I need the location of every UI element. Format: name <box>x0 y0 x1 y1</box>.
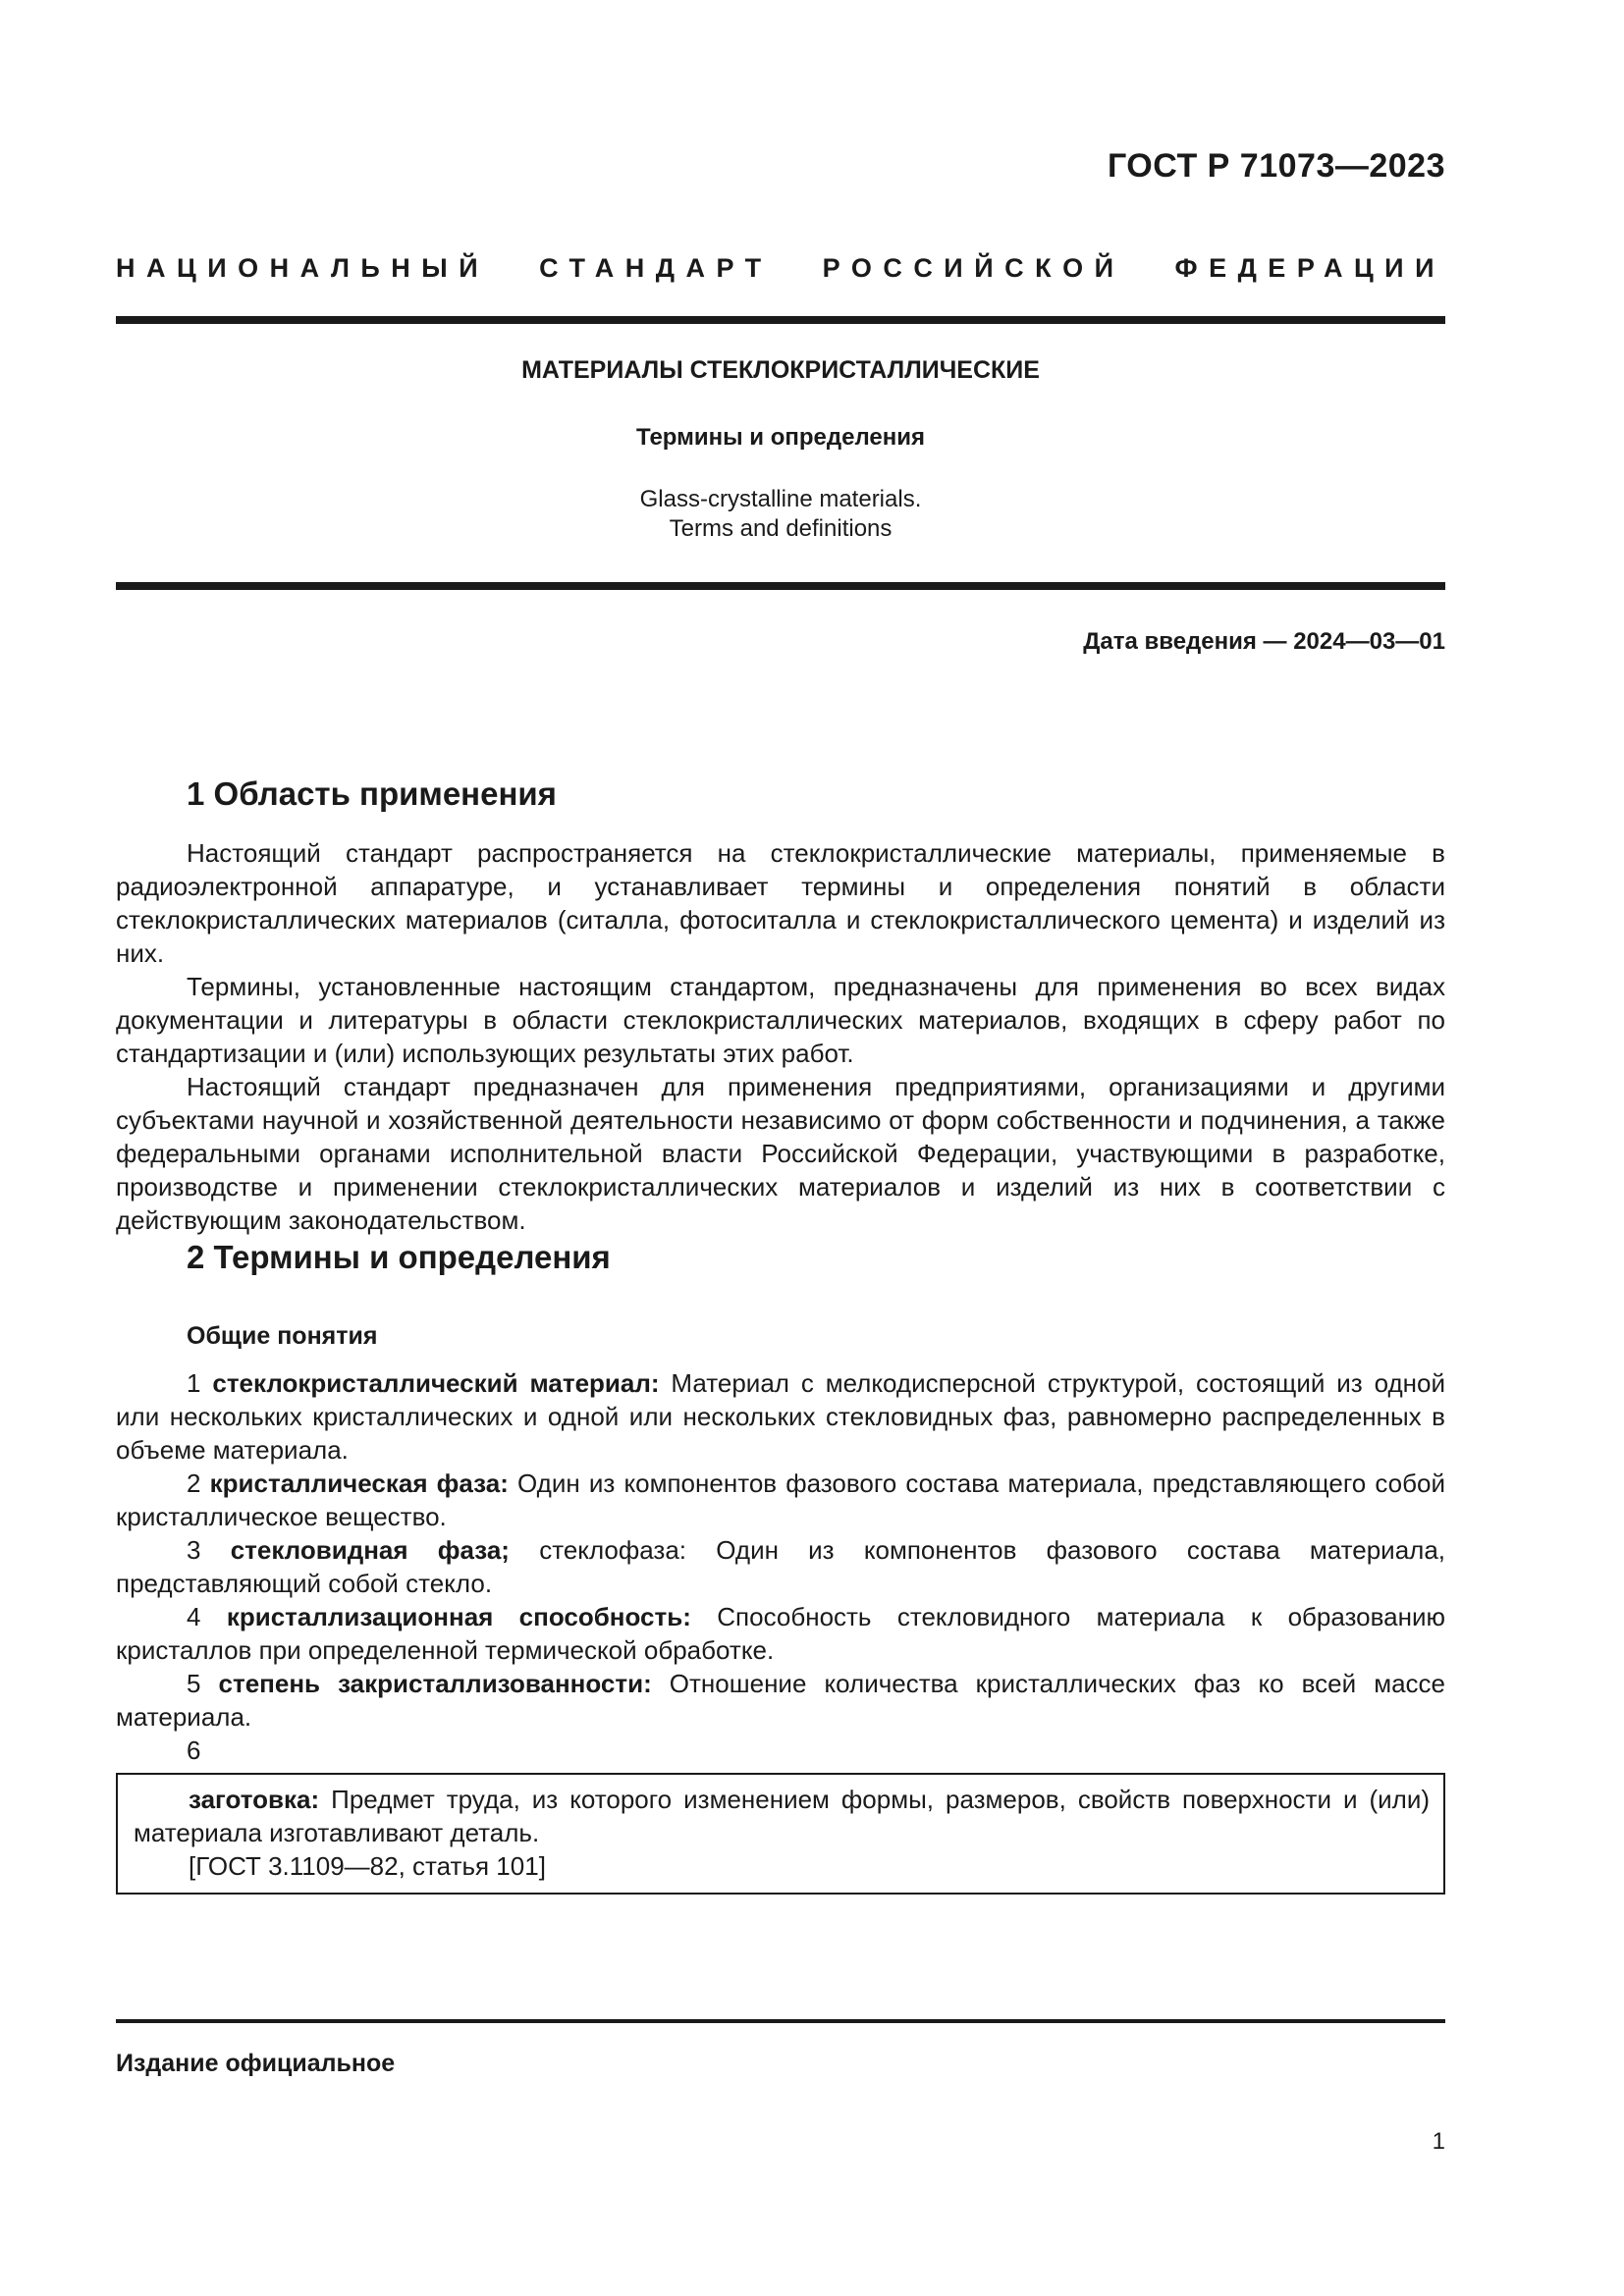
term-name: стеклокристаллический материал: <box>212 1368 660 1398</box>
term-entry <box>116 1533 1445 1600</box>
general-concepts-subheading: Общие понятия <box>187 1322 378 1350</box>
scope-paragraph: Термины, установленные настоящим стандартом, предназначены для применения во всех видах документации и литературы в области стеклокристаллических материалов, входящих в сферу работ по стандартизации и (или) использующих результаты этих работ. <box>116 972 1445 1068</box>
term-number: 4 <box>187 1602 201 1631</box>
term-definition: Способность стекловидного материала к образованию кристаллов при определенной термической обработке. <box>116 1602 1446 1665</box>
term-number: 3 <box>187 1535 201 1565</box>
terms-list <box>116 1366 1445 1767</box>
official-edition-label: Издание официальное <box>116 2050 396 2077</box>
page-number: 1 <box>1432 2128 1445 2155</box>
term-number: 5 <box>187 1669 201 1698</box>
term-entry <box>116 1467 1445 1533</box>
document-title: МАТЕРИАЛЫ СТЕКЛОКРИСТАЛЛИЧЕСКИЕ <box>521 356 1040 384</box>
national-standard-banner: НАЦИОНАЛЬНЫЙ СТАНДАРТ РОССИЙСКОЙ ФЕДЕРАЦИИ <box>116 253 1445 283</box>
document-title-english <box>116 485 1445 544</box>
term-source: [ГОСТ 3.1109—82, статья 101] <box>189 1851 546 1881</box>
footer-rule <box>116 2019 1445 2023</box>
term-entry <box>116 1366 1445 1467</box>
scope-body <box>116 836 1445 1237</box>
term-entry <box>134 1783 1430 1849</box>
term-definition: Один из компонентов фазового состава материала, представляющего собой кристаллическое вещество. <box>116 1468 1445 1531</box>
term-number: 1 <box>187 1368 201 1398</box>
term-entry <box>116 1600 1445 1667</box>
term-number: 2 <box>187 1468 201 1498</box>
scope-paragraph: Настоящий стандарт распространяется на стеклокристаллические материалы, применяемые в радиоэлектронной аппаратуре, и устанавливает термины и определения понятий в области стеклокристаллических материалов (ситалла, фотоситалла и стеклокристаллического цемента) и изделий из них. <box>116 838 1445 968</box>
term-name: кристаллизационная способность: <box>226 1602 691 1631</box>
title-en-line2: Terms and definitions <box>669 515 893 542</box>
section-heading-scope: 1 Область применения <box>187 775 557 812</box>
term-definition: Отношение количества кристаллических фаз ко всей массе материала. <box>116 1669 1445 1732</box>
header-rule <box>116 316 1445 324</box>
term-number: 6 <box>187 1735 201 1765</box>
term-definition: Предмет труда, из которого изменением формы, размеров, свойств поверхности и (или) материала изготавливают деталь. <box>134 1785 1431 1847</box>
title-rule <box>116 582 1445 590</box>
term-name: заготовка: <box>189 1785 320 1814</box>
gost-code: ГОСТ Р 71073—2023 <box>1107 147 1445 185</box>
term-definition: стеклофаза: Один из компонентов фазового состава материала, представляющий собой стекло. <box>116 1535 1446 1598</box>
term-name: кристаллическая фаза: <box>209 1468 509 1498</box>
term-entry <box>116 1667 1445 1734</box>
section-heading-terms: 2 Термины и определения <box>187 1239 611 1275</box>
term-name: стекловидная фаза; <box>230 1535 510 1565</box>
scope-paragraph: Настоящий стандарт предназначен для применения предприятиями, организациями и другими субъектами научной и хозяйственной деятельности независимо от форм собственности и подчинения, а также федеральными органами исполнительной власти Российской Федерации, участвующими в разработке, производстве и применении стеклокристаллических материалов и изделий из них в соответствии с действующим законодательством. <box>116 1072 1445 1235</box>
term-definition: Материал с мелкодисперсной структурой, состоящий из одной или нескольких кристаллических и одной или нескольких стекловидных фаз, равномерно распределенных в объеме материала. <box>116 1368 1445 1465</box>
title-en-line1: Glass-crystalline materials. <box>639 486 922 512</box>
term-6-box <box>116 1773 1445 1895</box>
introduction-date: Дата введения — 2024—03—01 <box>1083 628 1445 655</box>
term-name: степень закристаллизованности: <box>218 1669 652 1698</box>
term-entry <box>116 1734 1445 1767</box>
document-subtitle: Термины и определения <box>635 424 926 451</box>
